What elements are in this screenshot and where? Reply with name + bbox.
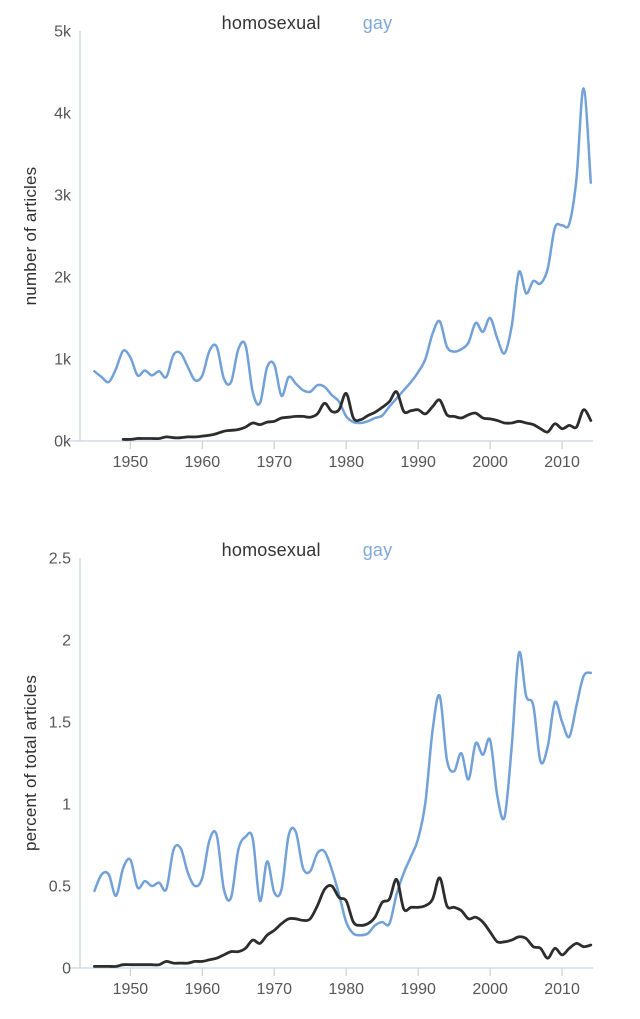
y-tick-label-top: 4k [54, 105, 71, 123]
x-tick-label-bottom: 1970 [256, 981, 293, 998]
x-tick-label-top: 2000 [472, 454, 508, 471]
y-axis-title-top-chart: number of articles [21, 166, 40, 306]
y-tick-label-top: 1k [54, 351, 71, 369]
y-tick-label-bottom: 0 [62, 960, 71, 978]
legend-label-homosexual: homosexual [221, 13, 321, 33]
x-tick-label-bottom: 1960 [184, 981, 221, 998]
y-tick-label-top: 3k [54, 187, 71, 205]
x-tick-label-top: 1960 [184, 454, 221, 471]
x-tick-label-bottom: 2000 [472, 981, 508, 998]
y-tick-label-bottom: 2.5 [48, 550, 71, 568]
x-tick-label-top: 1990 [400, 454, 436, 471]
legend-label-homosexual: homosexual [221, 540, 321, 560]
x-tick-label-top: 1970 [256, 454, 293, 471]
y-tick-label-bottom: 1 [62, 796, 71, 814]
y-tick-label-top: 2k [54, 269, 71, 287]
y-tick-label-bottom: 1.5 [48, 714, 71, 732]
homosexual-line-bottom [94, 878, 590, 967]
x-tick-label-bottom: 1950 [112, 981, 149, 998]
legend-bottom-chart [0, 540, 614, 561]
x-tick-label-top: 2010 [544, 454, 580, 471]
x-tick-label-top: 1980 [328, 454, 365, 471]
x-tick-label-bottom: 1980 [328, 981, 365, 998]
x-tick-label-bottom: 1990 [400, 981, 436, 998]
legend-label-gay: gay [362, 13, 393, 33]
y-axis-title-bottom-chart: percent of total articles [21, 674, 40, 852]
legend-label-gay: gay [362, 540, 393, 560]
y-tick-label-top: 0k [54, 433, 71, 451]
gay-line-top [94, 88, 590, 423]
y-tick-label-top: 5k [54, 23, 71, 41]
gay-line-bottom [94, 652, 590, 935]
x-tick-label-top: 1950 [112, 454, 149, 471]
legend-top-chart [0, 13, 614, 34]
x-tick-label-bottom: 2010 [544, 981, 580, 998]
homosexual-line-top [123, 392, 591, 440]
y-tick-label-bottom: 2 [62, 632, 71, 650]
y-tick-label-bottom: 0.5 [48, 878, 71, 896]
